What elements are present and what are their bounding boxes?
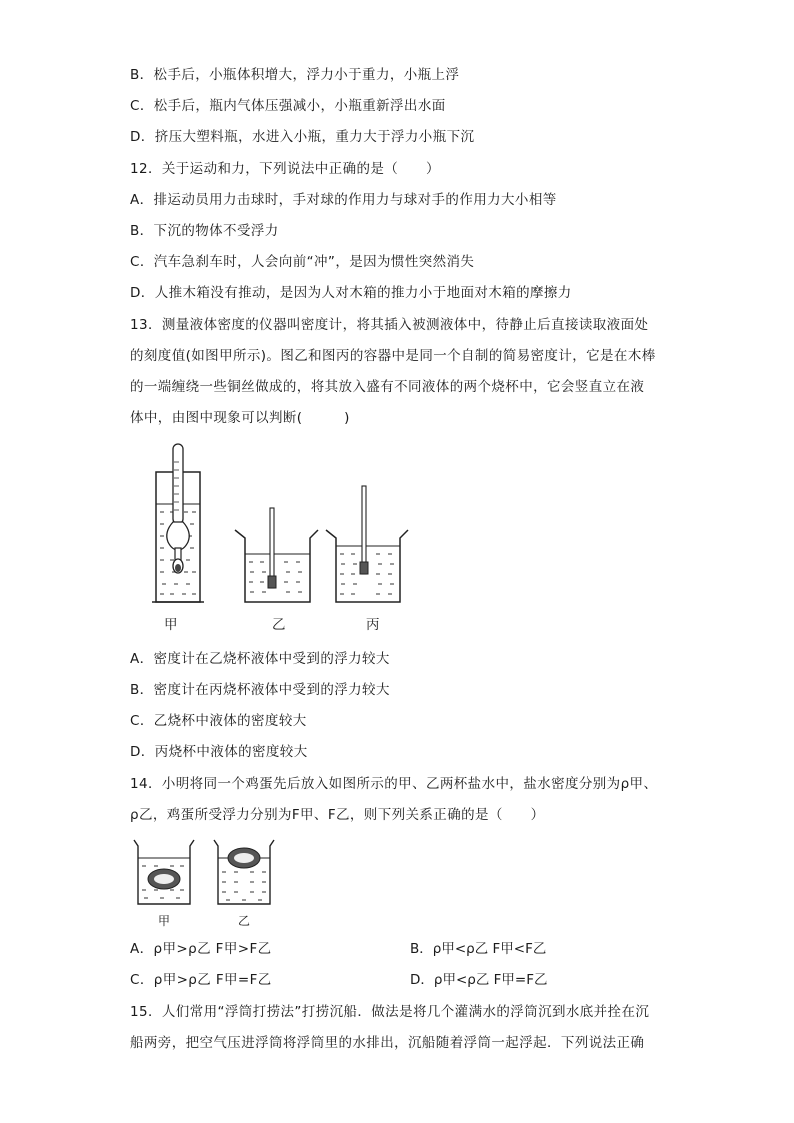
q11-option-c: C．松手后，瓶内气体压强减小，小瓶重新浮出水面 <box>130 98 446 114</box>
q13-option-c: C．乙烧杯中液体的密度较大 <box>130 713 307 729</box>
beaker-bing <box>326 486 408 602</box>
q13-option-a: A．密度计在乙烧杯液体中受到的浮力较大 <box>130 651 390 667</box>
q12-option-a: A．排运动员用力击球时，手对球的作用力与球对手的作用力大小相等 <box>130 192 557 208</box>
cylinder-jia <box>152 444 204 602</box>
q15-stem-line1: 15．人们常用“浮筒打捞法”打捞沉船．做法是将几个灌满水的浮筒沉到水底并拴在沉 <box>130 1004 650 1020</box>
q15-stem-line2: 船两旁，把空气压进浮筒将浮筒里的水排出，沉船随着浮筒一起浮起．下列说法正确 <box>130 1035 645 1051</box>
q13-figure <box>150 442 410 637</box>
q11-option-b: B．松手后，小瓶体积增大，浮力小于重力，小瓶上浮 <box>130 67 460 83</box>
q14-stem-line1: 14．小明将同一个鸡蛋先后放入如图所示的甲、乙两杯盐水中，盐水密度分别为ρ甲、 <box>130 776 658 792</box>
beaker-yi-egg <box>214 840 274 904</box>
q12-stem: 12．关于运动和力，下列说法中正确的是（ ） <box>130 161 440 177</box>
q13-option-d: D．丙烧杯中液体的密度较大 <box>130 744 308 760</box>
q12-option-b: B．下沉的物体不受浮力 <box>130 223 279 239</box>
q14-option-a: A．ρ甲>ρ乙 F甲>F乙 <box>130 941 272 957</box>
q13-stem-line1: 13．测量液体密度的仪器叫密度计，将其插入被测液体中，待静止后直接读取液面处 <box>130 317 649 333</box>
q13-stem-line4: 体中，由图中现象可以判断( ) <box>130 410 350 426</box>
beaker-yi <box>235 508 318 602</box>
q13-label-yi: 乙 <box>272 617 286 633</box>
q14-option-d: D．ρ甲<ρ乙 F甲=F乙 <box>410 972 548 988</box>
q13-stem-line2: 的刻度值(如图甲所示)。图乙和图丙的容器中是同一个自制的简易密度计，它是在木棒 <box>130 348 656 364</box>
q14-figure <box>130 836 280 908</box>
q13-label-bing: 丙 <box>366 617 380 633</box>
q11-option-d: D．挤压大塑料瓶，水进入小瓶，重力大于浮力小瓶下沉 <box>130 129 475 145</box>
q12-option-c: C．汽车急刹车时，人会向前“冲”，是因为惯性突然消失 <box>130 254 475 270</box>
beaker-jia <box>134 840 194 904</box>
q14-option-c: C．ρ甲>ρ乙 F甲=F乙 <box>130 972 272 988</box>
q14-label-jia: 甲 <box>158 914 171 928</box>
q14-stem-line2: ρ乙，鸡蛋所受浮力分别为F甲、F乙，则下列关系正确的是（ ） <box>130 807 545 823</box>
q14-option-b: B．ρ甲<ρ乙 F甲<F乙 <box>410 941 547 957</box>
q14-label-yi: 乙 <box>238 914 251 928</box>
q13-label-jia: 甲 <box>164 617 178 633</box>
q13-option-b: B．密度计在丙烧杯液体中受到的浮力较大 <box>130 682 390 698</box>
q13-stem-line3: 的一端缠绕一些铜丝做成的，将其放入盛有不同液体的两个烧杯中，它会竖直立在液 <box>130 379 645 395</box>
q12-option-d: D．人推木箱没有推动，是因为人对木箱的推力小于地面对木箱的摩擦力 <box>130 285 572 301</box>
